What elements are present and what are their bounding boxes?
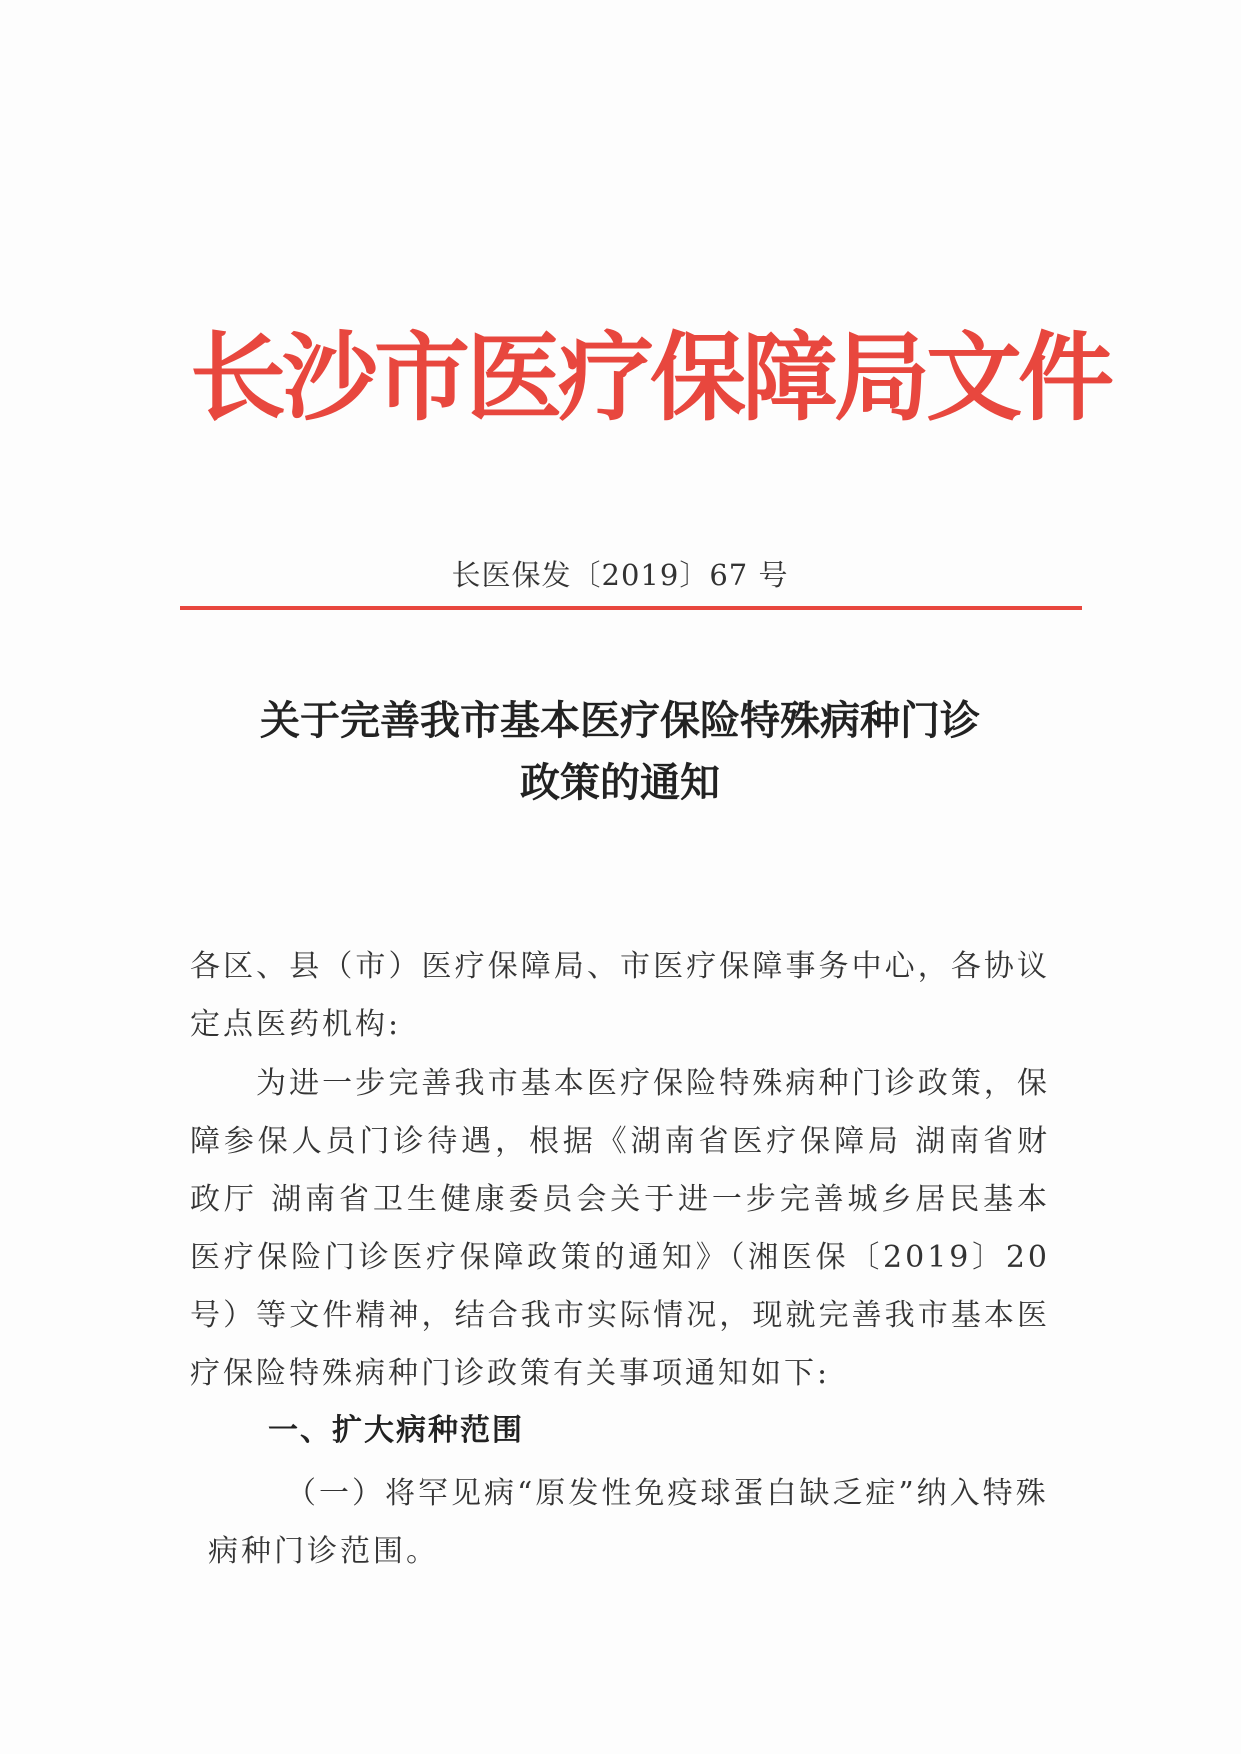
- red-divider-line: [180, 606, 1082, 610]
- document-title: [150, 690, 1090, 814]
- document-number: 长医保发〔2019〕67 号: [451, 558, 789, 592]
- title-line-1: 关于完善我市基本医疗保险特殊病种门诊: [260, 698, 980, 744]
- body-paragraph-1: 为进一步完善我市基本医疗保险特殊病种门诊政策，保障参保人员门诊待遇，根据《湖南省医疗保障局 湖南省财政厅 湖南省卫生健康委员会关于进一步完善城乡居民基本医疗保险门诊医疗保障政策的通知》（湘医保〔2019〕20 号）等文件精神，结合我市实际情况，现就完善我市基本医疗保险特殊病种门诊政策有关事项通知如下:: [190, 1066, 1050, 1391]
- issuer-masthead: 长沙市医疗保障局文件: [190, 322, 1110, 434]
- section-heading-1: 一、扩大病种范围: [268, 1413, 524, 1448]
- title-line-2: 政策的通知: [520, 760, 720, 806]
- section-1-item-1: （一）将罕见病“原发性免疫球蛋白缺乏症”纳入特殊病种门诊范围。: [208, 1476, 1049, 1569]
- salutation: 各区、县（市）医疗保障局、市医疗保障事务中心，各协议定点医药机构:: [190, 949, 1050, 1042]
